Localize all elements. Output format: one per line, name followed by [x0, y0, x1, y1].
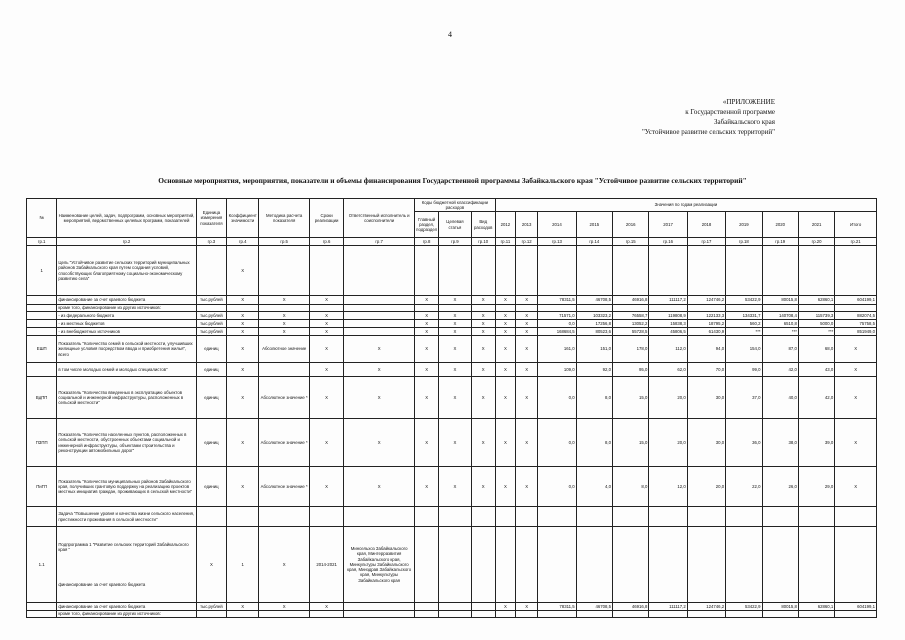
cell: Х	[439, 467, 471, 507]
cell: Х	[471, 363, 495, 377]
value-cell: 115739,3	[798, 312, 834, 320]
cell: Х	[495, 467, 515, 507]
value-cell: 38,0	[762, 419, 798, 467]
cell: Х	[516, 467, 538, 507]
value-cell: 111117,2	[649, 296, 687, 305]
program-table	[26, 198, 877, 618]
value-cell: 17256,8	[576, 320, 612, 328]
value-cell: 151,0	[576, 336, 612, 363]
cell: Х	[415, 336, 439, 363]
executors: Минсельхоз Забайкальского края, Минтерразвития Забайкальского края, Минкультуры Забайкальского края, Минздрав Забайкальского края, Минкультуры Забайкальского края	[344, 527, 415, 603]
cell: Х	[259, 603, 310, 611]
value-cell: 62,0	[649, 363, 687, 377]
subprogram-title: Подпрограмма 1 "Развитие сельских территорий Забайкальского края "	[58, 541, 189, 552]
header-year: 2012	[495, 212, 515, 238]
col-number: гр.16	[649, 238, 687, 246]
cell: Х	[344, 467, 415, 507]
value-cell: 46916,8	[613, 296, 649, 305]
header-method: Методика расчета показателя	[259, 199, 310, 238]
table-row	[27, 296, 877, 305]
total-cell: Х	[835, 419, 877, 467]
row-label: кроме того, финансирование из других источников:	[57, 305, 196, 312]
total-cell: 851949,0	[835, 328, 877, 336]
value-cell: 61430,9	[687, 328, 725, 336]
value-cell: 0,0	[538, 320, 576, 328]
header-values: Значения по годам реализации	[495, 199, 876, 212]
value-cell: 8,0	[613, 467, 649, 507]
col-number: гр.7	[344, 238, 415, 246]
col-number: гр.5	[259, 238, 310, 246]
cell: Х	[516, 336, 538, 363]
table-row-subprogram	[27, 527, 877, 603]
cell: Х	[439, 336, 471, 363]
cell: Х	[495, 320, 515, 328]
row-label: финансирование за счет краевого бюджета	[57, 296, 196, 305]
total-cell: 604199,1	[835, 603, 877, 611]
cell: Х	[439, 419, 471, 467]
cell: Х	[227, 320, 259, 328]
value-cell: 103323,2	[576, 312, 612, 320]
value-cell: 140708,4	[762, 312, 798, 320]
value-cell: 95,0	[613, 363, 649, 377]
value-cell: 36,0	[726, 419, 762, 467]
col-number: гр.20	[798, 238, 834, 246]
cell: Х	[439, 296, 471, 305]
value-cell: 80015,8	[762, 296, 798, 305]
col-number: гр.11	[495, 238, 515, 246]
cell: Х	[516, 363, 538, 377]
cell: Х	[309, 320, 343, 328]
value-cell: 109,0	[538, 363, 576, 377]
total-cell: 604199,1	[835, 296, 877, 305]
appendix-header	[515, 97, 775, 137]
value-cell: 124746,2	[687, 603, 725, 611]
value-cell: 46708,5	[576, 296, 612, 305]
cell: Х	[415, 296, 439, 305]
value-cell: 80523,6	[576, 328, 612, 336]
value-cell: 43,0	[798, 363, 834, 377]
row-num: 1.1	[27, 527, 57, 603]
table-row-indicator	[27, 377, 877, 419]
subprogram-name	[57, 527, 196, 603]
value-cell: 30,0	[687, 419, 725, 467]
col-number: гр.3	[196, 238, 226, 246]
value-cell: 122133,3	[687, 312, 725, 320]
cell: Х	[309, 467, 343, 507]
cell: Х	[439, 363, 471, 377]
cell: Х	[415, 419, 439, 467]
value-cell: 168684,5	[538, 328, 576, 336]
table-row-indicator	[27, 467, 877, 507]
cell: Х	[344, 363, 415, 377]
value-cell: 45806,5	[649, 328, 687, 336]
cell: Х	[309, 603, 343, 611]
col-number: гр.15	[613, 238, 649, 246]
value-cell: 15838,3	[649, 320, 687, 328]
value-cell: 55728,5	[613, 328, 649, 336]
cell: Х	[227, 328, 259, 336]
col-number: гр.4	[227, 238, 259, 246]
value-cell: 13052,2	[613, 320, 649, 328]
row-unit: единиц	[196, 377, 226, 419]
value-cell: 62860,1	[798, 296, 834, 305]
value-cell: 5000,0	[798, 320, 834, 328]
value-cell: 30,0	[687, 377, 725, 419]
row-num: ПЗПП	[27, 419, 57, 467]
value-cell: 178,0	[613, 336, 649, 363]
cell: Х	[516, 320, 538, 328]
cell: Х	[516, 377, 538, 419]
row-label: финансирование за счет краевого бюджета	[57, 603, 196, 611]
table-row-indicator	[27, 336, 877, 363]
header-coef: Коэффициент значимости	[227, 199, 259, 238]
header-term: Сроки реализации	[309, 199, 343, 238]
row-label: Показатель "Количество муниципальных районов Забайкальского края, получивших грантовую поддержку на реализацию проектов местных инициатив граждан, проживающих в сельской местности"	[57, 467, 196, 507]
total-cell: 75758,5	[835, 320, 877, 328]
appendix-line-4: "Устойчивое развитие сельских территорий"	[641, 128, 775, 136]
cell: Х	[227, 363, 259, 377]
cell: Х	[471, 296, 495, 305]
cell: 1	[227, 527, 259, 603]
cell: Х	[495, 296, 515, 305]
cell: Х	[227, 312, 259, 320]
cell: Х	[471, 320, 495, 328]
header-num: №	[27, 199, 57, 238]
header-year: 2021	[798, 212, 834, 238]
col-number: гр.10	[471, 238, 495, 246]
appendix-line-3: Забайкальского края	[713, 118, 775, 126]
value-cell: 6510,8	[762, 320, 798, 328]
header-exec: Ответственный исполнитель и соисполнители	[344, 199, 415, 238]
value-cell: 26,0	[762, 467, 798, 507]
col-number: гр.13	[538, 238, 576, 246]
value-cell: ***	[726, 328, 762, 336]
table-row	[27, 312, 877, 320]
row-num: ВдПП	[27, 377, 57, 419]
row-unit: тыс.рублей	[196, 328, 226, 336]
cell: Х	[415, 328, 439, 336]
row-num: ЕШП	[27, 336, 57, 363]
value-cell: 37,0	[726, 377, 762, 419]
table-row-goal	[27, 246, 877, 296]
value-cell: 20,0	[649, 377, 687, 419]
table-row	[27, 363, 877, 377]
row-unit: единиц	[196, 336, 226, 363]
value-cell: 0,0	[538, 419, 576, 467]
col-number: гр.2	[57, 238, 196, 246]
value-cell: 80015,8	[762, 603, 798, 611]
value-cell: 29,0	[798, 467, 834, 507]
header-code-main: Главный раздел, подраздел	[415, 212, 439, 238]
row-label: Показатель "Количество семей в сельской местности, улучшивших жилищные условия посредством ввода и приобретения жилья", всего	[57, 336, 196, 363]
header-name: Наименование целей, задач, подпрограмм, основных мероприятий, мероприятий, ведомственных целевых программ, показателей	[57, 199, 196, 238]
cell: Х	[415, 312, 439, 320]
value-cell: 560,2	[726, 320, 762, 328]
cell: Х	[516, 419, 538, 467]
total-cell: Х	[835, 363, 877, 377]
goal-coef: Х	[227, 246, 259, 296]
total-cell: Х	[835, 336, 877, 363]
header-year: 2019	[726, 212, 762, 238]
col-number: гр.1	[27, 238, 57, 246]
header-codes: Коды бюджетной классификации расходов	[415, 199, 496, 212]
value-cell: 20,0	[649, 419, 687, 467]
col-number: гр.19	[762, 238, 798, 246]
row-num: 1	[27, 246, 57, 296]
value-cell: 78311,5	[538, 296, 576, 305]
total-cell: Х	[835, 467, 877, 507]
table-row	[27, 603, 877, 611]
cell: Х	[471, 328, 495, 336]
cell: Х	[415, 363, 439, 377]
table-row	[27, 328, 877, 336]
cell: Х	[227, 419, 259, 467]
row-label: Показатель "Количество населенных пунктов, расположенных в сельской местности, обустроенных объектами социальной и инженерной инфраструктуры, объектами строительства и реконструкции автомобильных дорог"	[57, 419, 196, 467]
header-year: 2016	[613, 212, 649, 238]
value-cell: 42,0	[762, 363, 798, 377]
header-year: 2013	[516, 212, 538, 238]
table-row-indicator	[27, 419, 877, 467]
value-cell: 112,0	[649, 336, 687, 363]
cell: Х	[227, 467, 259, 507]
cell: Х	[309, 419, 343, 467]
cell: Х	[309, 336, 343, 363]
header-code-type: Вид расходов	[471, 212, 495, 238]
row-num: ПиГП	[27, 467, 57, 507]
cell: Х	[516, 312, 538, 320]
task-name: Задача "Повышение уровня и качества жизни сельского населения, престижности проживания в сельской местности"	[57, 507, 196, 527]
row-unit: единиц	[196, 363, 226, 377]
value-cell: 4,0	[576, 467, 612, 507]
cell: Х	[439, 377, 471, 419]
table-row	[27, 611, 877, 618]
value-cell: 92,0	[576, 363, 612, 377]
row-label: Показатель "Количество введенных в эксплуатацию объектов социальной и инженерной инфраструктуры, расположенных в сельской местности"	[57, 377, 196, 419]
value-cell: 42,0	[798, 377, 834, 419]
cell: Х	[471, 336, 495, 363]
cell: Х	[344, 377, 415, 419]
value-cell: 0,0	[538, 377, 576, 419]
header-unit: Единица измерения показателя	[196, 199, 226, 238]
value-cell: 8,0	[576, 419, 612, 467]
cell: Х	[516, 603, 538, 611]
col-number: гр.8	[415, 238, 439, 246]
cell: Х	[516, 296, 538, 305]
value-cell: 76558,7	[613, 312, 649, 320]
row-unit: тыс.рублей	[196, 312, 226, 320]
col-number: гр.12	[516, 238, 538, 246]
table-row	[27, 305, 877, 312]
cell: Х	[495, 377, 515, 419]
value-cell: 154,0	[726, 336, 762, 363]
cell: Х	[471, 377, 495, 419]
cell: Х	[439, 312, 471, 320]
row-unit: единиц	[196, 467, 226, 507]
cell: Х	[415, 320, 439, 328]
value-cell: 39,0	[798, 419, 834, 467]
value-cell: 70,0	[687, 363, 725, 377]
method-cell: Абсолютное значение	[259, 336, 310, 363]
value-cell: 99,0	[726, 363, 762, 377]
value-cell: 15,0	[613, 419, 649, 467]
document-title: Основные мероприятия, мероприятия, показатели и объемы финансирования Государственной программы Забайкальского края "Устойчивое развитие сельских территорий"	[158, 176, 747, 185]
value-cell: ***	[798, 328, 834, 336]
value-cell: 161,0	[538, 336, 576, 363]
value-cell: 111117,2	[649, 603, 687, 611]
header-code-target: Целевая статья	[439, 212, 471, 238]
appendix-line-2: к Государственной программе	[685, 108, 775, 116]
value-cell: 68,0	[798, 336, 834, 363]
value-cell: 46708,5	[576, 603, 612, 611]
total-cell: Х	[835, 377, 877, 419]
cell: Х	[259, 527, 310, 603]
cell: Х	[309, 296, 343, 305]
value-cell: 8,0	[576, 377, 612, 419]
cell: Х	[227, 377, 259, 419]
cell: Х	[309, 312, 343, 320]
cell: Х	[439, 328, 471, 336]
col-number: гр.18	[726, 238, 762, 246]
header-year: 2015	[576, 212, 612, 238]
cell: Х	[259, 320, 310, 328]
cell: Х	[344, 336, 415, 363]
page-number: 4	[448, 30, 452, 39]
row-unit: тыс.рублей	[196, 603, 226, 611]
value-cell: 78311,5	[538, 603, 576, 611]
col-number: гр.14	[576, 238, 612, 246]
value-cell: 53422,9	[726, 603, 762, 611]
header-year: 2018	[687, 212, 725, 238]
value-cell: 22,0	[726, 467, 762, 507]
value-cell: ***	[762, 328, 798, 336]
col-number: гр.6	[309, 238, 343, 246]
value-cell: 15,0	[613, 377, 649, 419]
col-number: гр.21	[835, 238, 877, 246]
cell: Х	[495, 363, 515, 377]
header-year: 2020	[762, 212, 798, 238]
goal-name: Цель "Устойчивое развитие сельских территорий муниципальных районов Забайкальского края путем создания условий, способствующих благоприятному социально-экономическому развитию села"	[57, 246, 196, 296]
col-number: гр.17	[687, 238, 725, 246]
cell: Х	[516, 328, 538, 336]
cell: Х	[259, 312, 310, 320]
value-cell: 53422,9	[726, 296, 762, 305]
cell: Х	[227, 336, 259, 363]
row-unit: единиц	[196, 419, 226, 467]
cell: Х	[495, 312, 515, 320]
cell: Х	[471, 467, 495, 507]
cell: Х	[259, 296, 310, 305]
value-cell: 71571,0	[538, 312, 576, 320]
cell: Х	[259, 328, 310, 336]
cell: Х	[415, 377, 439, 419]
row-label: - из внебюджетных источников	[57, 328, 196, 336]
table-row-task	[27, 507, 877, 527]
cell: Х	[227, 296, 259, 305]
value-cell: 134331,7	[726, 312, 762, 320]
cell: Х	[309, 363, 343, 377]
row-unit: тыс.рублей	[196, 296, 226, 305]
column-number-row	[27, 238, 877, 246]
cell: Х	[344, 419, 415, 467]
header-total: Итого	[835, 212, 877, 238]
cell: Х	[227, 603, 259, 611]
value-cell: 119808,9	[649, 312, 687, 320]
value-cell: 87,0	[762, 336, 798, 363]
row-label: - из федерального бюджета	[57, 312, 196, 320]
row-unit: Х	[196, 527, 226, 603]
value-cell: 94,0	[687, 336, 725, 363]
value-cell: 18795,2	[687, 320, 725, 328]
cell: Х	[495, 336, 515, 363]
value-cell: 20,0	[687, 467, 725, 507]
value-cell: 0,0	[538, 467, 576, 507]
method-cell: Абсолютное значение *	[259, 467, 310, 507]
years-range: 2014-2021	[309, 527, 343, 603]
row-label: - из местных бюджетов	[57, 320, 196, 328]
cell: Х	[471, 312, 495, 320]
value-cell: 46916,8	[613, 603, 649, 611]
cell: Х	[495, 328, 515, 336]
table-row	[27, 320, 877, 328]
cell: Х	[309, 328, 343, 336]
appendix-line-1: «ПРИЛОЖЕНИЕ	[722, 98, 775, 106]
header-year: 2014	[538, 212, 576, 238]
value-cell: 40,0	[762, 377, 798, 419]
cell: Х	[495, 419, 515, 467]
row-label: в том числе молодых семей и молодых специалистов"	[57, 363, 196, 377]
cell: Х	[439, 320, 471, 328]
cell: Х	[471, 419, 495, 467]
value-cell: 124746,2	[687, 296, 725, 305]
cell: Х	[495, 603, 515, 611]
subprogram-fin-label: финансирование за счет краевого бюджета	[58, 582, 146, 588]
value-cell: 62860,1	[798, 603, 834, 611]
method-cell: Абсолютное значение *	[259, 419, 310, 467]
header-year: 2017	[649, 212, 687, 238]
total-cell: 882074,5	[835, 312, 877, 320]
value-cell: 12,0	[649, 467, 687, 507]
cell: Х	[309, 377, 343, 419]
row-label: кроме того, финансирование из других источников:	[57, 611, 196, 618]
col-number: гр.9	[439, 238, 471, 246]
method-cell: Абсолютное значение *	[259, 377, 310, 419]
row-unit: тыс.рублей	[196, 320, 226, 328]
cell: Х	[415, 467, 439, 507]
